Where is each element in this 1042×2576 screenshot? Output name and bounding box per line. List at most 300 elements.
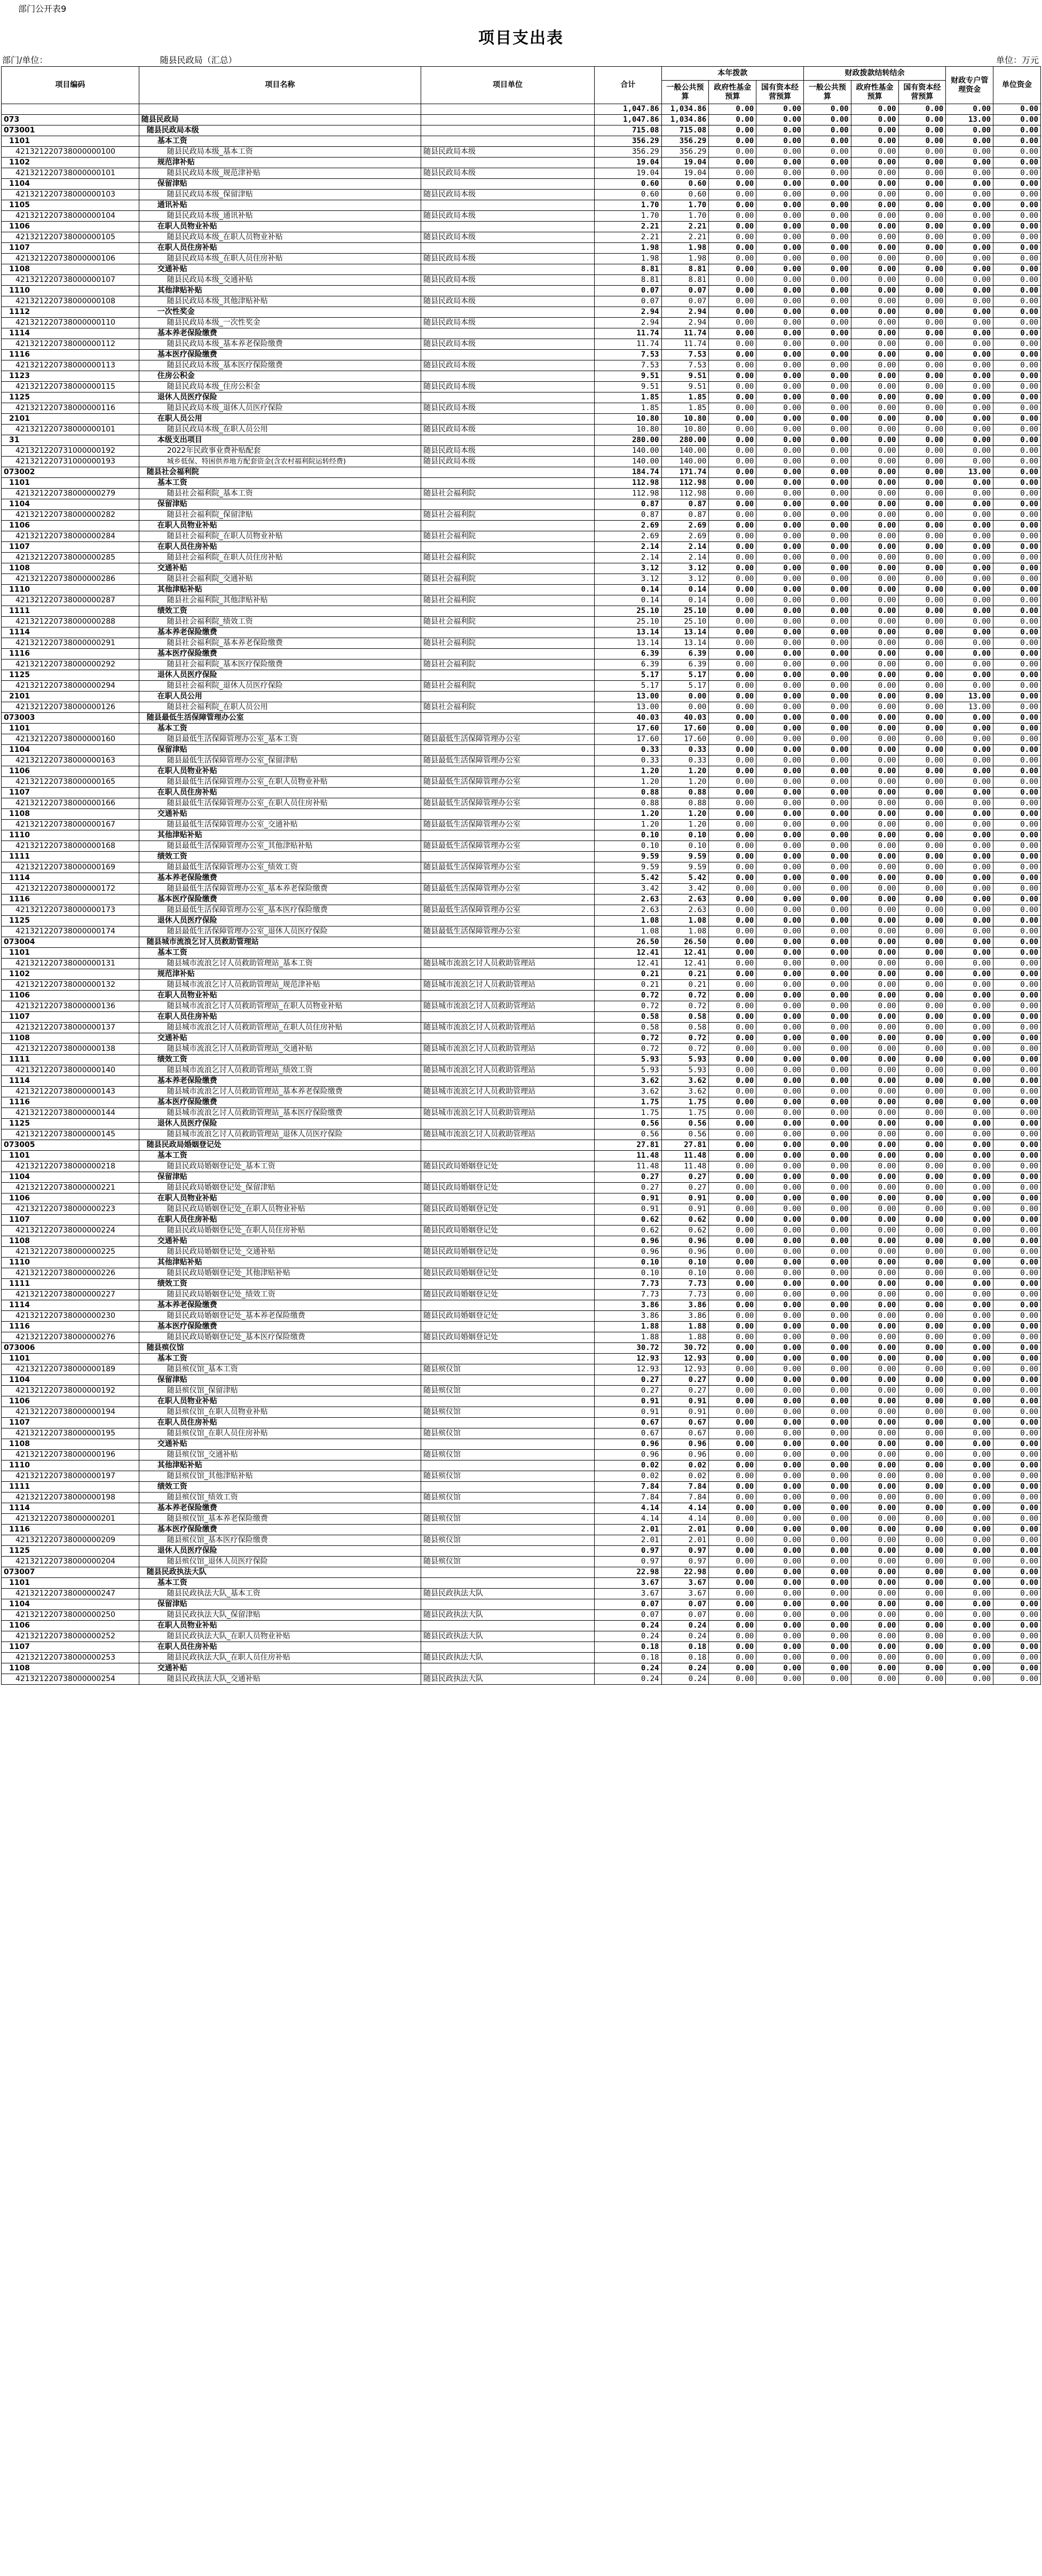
table-row (2, 1364, 1041, 1375)
cell-capital2: 0.00 (898, 1354, 946, 1364)
cell-fund2: 0.00 (851, 959, 898, 969)
cell-capital2: 0.00 (898, 1343, 946, 1354)
cell-fund: 0.00 (709, 991, 756, 1001)
cell-fund2: 0.00 (851, 873, 898, 884)
cell-general: 0.24 (661, 1663, 709, 1674)
cell-capital: 0.00 (756, 1460, 804, 1471)
cell-total: 0.87 (594, 510, 661, 521)
cell-unit (421, 542, 595, 553)
cell-fund2: 0.00 (851, 638, 898, 649)
cell-total: 0.91 (594, 1204, 661, 1215)
cell-unit: 随县社会福利院 (421, 681, 595, 692)
cell-fund: 0.00 (709, 446, 756, 457)
cell-general: 10.80 (661, 425, 709, 435)
cell-special: 0.00 (946, 713, 993, 724)
cell-total: 9.59 (594, 852, 661, 862)
cell-capital2: 0.00 (898, 638, 946, 649)
cell-unit: 随县民政执法大队 (421, 1610, 595, 1621)
cell-total: 1.20 (594, 766, 661, 777)
cell-name: 随县民政局本级_基本养老保险缴费 (139, 339, 421, 350)
cell-unit: 随县社会福利院 (421, 489, 595, 499)
cell-name: 随县最低生活保障管理办公室_基本工资 (139, 734, 421, 745)
cell-general: 0.02 (661, 1471, 709, 1482)
cell-capital2: 0.00 (898, 809, 946, 820)
cell-fund: 0.00 (709, 916, 756, 926)
cell-own: 0.00 (993, 702, 1041, 713)
cell-unit (421, 1119, 595, 1129)
cell-capital2: 0.00 (898, 980, 946, 991)
table-row (2, 692, 1041, 702)
cell-general2: 0.00 (803, 1375, 851, 1386)
cell-name: 基本养老保险缴费 (139, 328, 421, 339)
cell-name: 保留津贴 (139, 745, 421, 756)
cell-code: 073003 (2, 713, 139, 724)
cell-name: 随县最低生活保障管理办公室_在职人员住房补贴 (139, 798, 421, 809)
table-row (2, 360, 1041, 371)
cell-general2: 0.00 (803, 553, 851, 563)
cell-name: 随县民政局婚姻登记处_其他津贴补贴 (139, 1268, 421, 1279)
cell-general2: 0.00 (803, 1631, 851, 1642)
cell-special: 0.00 (946, 1268, 993, 1279)
cell-total: 5.42 (594, 873, 661, 884)
cell-fund2: 0.00 (851, 734, 898, 745)
cell-name: 绩效工资 (139, 1055, 421, 1065)
cell-unit (421, 179, 595, 190)
cell-unit (421, 1439, 595, 1450)
cell-fund2: 0.00 (851, 1161, 898, 1172)
cell-fund2: 0.00 (851, 232, 898, 243)
cell-general: 10.80 (661, 414, 709, 425)
cell-fund: 0.00 (709, 1087, 756, 1097)
cell-name: 其他津贴补贴 (139, 1460, 421, 1471)
cell-own: 0.00 (993, 1023, 1041, 1033)
cell-special: 0.00 (946, 1418, 993, 1428)
cell-general2: 0.00 (803, 232, 851, 243)
cell-capital: 0.00 (756, 521, 804, 531)
cell-fund: 0.00 (709, 681, 756, 692)
cell-capital: 0.00 (756, 1044, 804, 1055)
col-own: 单位资金 (993, 67, 1041, 104)
cell-own: 0.00 (993, 574, 1041, 585)
cell-name: 基本工资 (139, 1354, 421, 1364)
cell-total: 12.93 (594, 1354, 661, 1364)
cell-general2: 0.00 (803, 360, 851, 371)
table-row (2, 1674, 1041, 1685)
cell-capital: 0.00 (756, 1097, 804, 1108)
cell-capital: 0.00 (756, 1343, 804, 1354)
cell-general: 0.00 (661, 692, 709, 702)
table-row (2, 531, 1041, 542)
cell-general: 2.01 (661, 1525, 709, 1535)
cell-capital: 0.00 (756, 179, 804, 190)
cell-special: 0.00 (946, 659, 993, 670)
cell-general2: 0.00 (803, 1076, 851, 1087)
cell-total: 0.72 (594, 1044, 661, 1055)
cell-fund2: 0.00 (851, 435, 898, 446)
cell-fund2: 0.00 (851, 104, 898, 115)
cell-unit (421, 1215, 595, 1226)
cell-general2: 0.00 (803, 595, 851, 606)
cell-capital2: 0.00 (898, 115, 946, 125)
cell-capital2: 0.00 (898, 1332, 946, 1343)
table-row (2, 1663, 1041, 1674)
cell-own: 0.00 (993, 1311, 1041, 1322)
cell-own: 0.00 (993, 1674, 1041, 1685)
cell-fund: 0.00 (709, 638, 756, 649)
cell-total: 1.20 (594, 809, 661, 820)
cell-fund2: 0.00 (851, 489, 898, 499)
cell-unit (421, 713, 595, 724)
table-row (2, 1471, 1041, 1482)
cell-special: 0.00 (946, 222, 993, 232)
cell-name: 在职人员物业补贴 (139, 222, 421, 232)
cell-general2: 0.00 (803, 724, 851, 734)
cell-capital2: 0.00 (898, 1226, 946, 1236)
table-row (2, 382, 1041, 392)
cell-general2: 0.00 (803, 1567, 851, 1578)
cell-fund: 0.00 (709, 724, 756, 734)
cell-general: 0.33 (661, 756, 709, 766)
cell-total: 17.60 (594, 724, 661, 734)
cell-general: 0.02 (661, 1460, 709, 1471)
cell-name: 随县最低生活保障管理办公室_基本养老保险缴费 (139, 884, 421, 894)
cell-unit (421, 1642, 595, 1653)
cell-general: 4.14 (661, 1503, 709, 1514)
cell-total: 0.02 (594, 1460, 661, 1471)
cell-fund: 0.00 (709, 852, 756, 862)
cell-special: 0.00 (946, 414, 993, 425)
cell-name: 随县民政局本级_在职人员公用 (139, 425, 421, 435)
cell-general: 3.42 (661, 884, 709, 894)
cell-fund: 0.00 (709, 435, 756, 446)
cell-capital: 0.00 (756, 243, 804, 254)
cell-general2: 0.00 (803, 264, 851, 275)
cell-name: 保留津贴 (139, 1599, 421, 1610)
cell-name: 住房公积金 (139, 371, 421, 382)
cell-fund: 0.00 (709, 553, 756, 563)
cell-fund: 0.00 (709, 1631, 756, 1642)
cell-special: 0.00 (946, 1535, 993, 1546)
cell-own: 0.00 (993, 1119, 1041, 1129)
cell-special: 0.00 (946, 884, 993, 894)
cell-fund2: 0.00 (851, 510, 898, 521)
cell-fund2: 0.00 (851, 649, 898, 659)
cell-unit: 随县民政局婚姻登记处 (421, 1290, 595, 1300)
cell-name: 在职人员住房补贴 (139, 1642, 421, 1653)
cell-general2: 0.00 (803, 1247, 851, 1258)
cell-general2: 0.00 (803, 243, 851, 254)
cell-unit (421, 1599, 595, 1610)
cell-general2: 0.00 (803, 125, 851, 136)
cell-unit (421, 414, 595, 425)
col-group-carry: 财政拨款结转结余 (803, 67, 945, 81)
cell-name: 随县殡仪馆_退休人员医疗保险 (139, 1557, 421, 1567)
cell-fund: 0.00 (709, 959, 756, 969)
cell-general2: 0.00 (803, 585, 851, 595)
cell-capital2: 0.00 (898, 959, 946, 969)
cell-fund: 0.00 (709, 339, 756, 350)
cell-total: 0.88 (594, 798, 661, 809)
cell-name: 基本养老保险缴费 (139, 1503, 421, 1514)
table-row (2, 168, 1041, 179)
cell-unit (421, 1546, 595, 1557)
cell-own: 0.00 (993, 1450, 1041, 1460)
cell-own: 0.00 (993, 606, 1041, 617)
table-row (2, 200, 1041, 211)
cell-special: 13.00 (946, 692, 993, 702)
cell-capital: 0.00 (756, 1236, 804, 1247)
cell-capital2: 0.00 (898, 521, 946, 531)
cell-fund2: 0.00 (851, 841, 898, 852)
table-row (2, 307, 1041, 318)
cell-capital2: 0.00 (898, 734, 946, 745)
cell-total: 2.21 (594, 222, 661, 232)
cell-total: 0.60 (594, 179, 661, 190)
cell-capital2: 0.00 (898, 1311, 946, 1322)
cell-total: 1.85 (594, 392, 661, 403)
cell-special: 0.00 (946, 403, 993, 414)
cell-special: 0.00 (946, 1258, 993, 1268)
cell-name: 随县城市流浪乞讨人员救助管理站_绩效工资 (139, 1065, 421, 1076)
cell-total: 12.41 (594, 948, 661, 959)
cell-capital: 0.00 (756, 980, 804, 991)
cell-name: 随县民政执法大队_交通补贴 (139, 1674, 421, 1685)
cell-unit (421, 328, 595, 339)
cell-name: 保留津贴 (139, 1375, 421, 1386)
cell-code: 421321220738000000131 (2, 959, 139, 969)
cell-general2: 0.00 (803, 222, 851, 232)
cell-unit: 随县社会福利院 (421, 595, 595, 606)
cell-capital2: 0.00 (898, 296, 946, 307)
cell-name: 在职人员住房补贴 (139, 542, 421, 553)
cell-own: 0.00 (993, 1236, 1041, 1247)
cell-capital: 0.00 (756, 852, 804, 862)
cell-name: 随县民政局本级_在职人员物业补贴 (139, 232, 421, 243)
cell-capital: 0.00 (756, 435, 804, 446)
cell-capital: 0.00 (756, 542, 804, 553)
cell-total: 280.00 (594, 435, 661, 446)
cell-capital2: 0.00 (898, 510, 946, 521)
cell-general2: 0.00 (803, 339, 851, 350)
table-row (2, 467, 1041, 478)
cell-unit: 随县城市流浪乞讨人员救助管理站 (421, 1129, 595, 1140)
cell-capital: 0.00 (756, 254, 804, 264)
cell-fund: 0.00 (709, 1354, 756, 1364)
cell-fund: 0.00 (709, 350, 756, 360)
cell-total: 10.80 (594, 425, 661, 435)
cell-own: 0.00 (993, 339, 1041, 350)
cell-total: 2.63 (594, 894, 661, 905)
cell-own: 0.00 (993, 521, 1041, 531)
cell-code: 421321220738000000101 (2, 168, 139, 179)
cell-unit: 随县城市流浪乞讨人员救助管理站 (421, 1023, 595, 1033)
cell-special: 0.00 (946, 1140, 993, 1151)
cell-special: 0.00 (946, 959, 993, 969)
cell-unit: 随县民政局本级 (421, 425, 595, 435)
cell-capital2: 0.00 (898, 1407, 946, 1418)
cell-capital2: 0.00 (898, 1108, 946, 1119)
cell-capital2: 0.00 (898, 681, 946, 692)
cell-code: 421321220738000000174 (2, 926, 139, 937)
cell-fund2: 0.00 (851, 1599, 898, 1610)
table-row (2, 1460, 1041, 1471)
cell-name: 随县社会福利院_退休人员医疗保险 (139, 681, 421, 692)
cell-name: 基本医疗保险缴费 (139, 350, 421, 360)
cell-unit: 随县民政局本级 (421, 457, 595, 467)
cell-total: 0.10 (594, 830, 661, 841)
cell-capital: 0.00 (756, 200, 804, 211)
cell-fund: 0.00 (709, 382, 756, 392)
table-row (2, 211, 1041, 222)
cell-general2: 0.00 (803, 499, 851, 510)
cell-own: 0.00 (993, 681, 1041, 692)
cell-capital2: 0.00 (898, 499, 946, 510)
cell-unit (421, 1354, 595, 1364)
table-row (2, 435, 1041, 446)
cell-unit: 随县殡仪馆 (421, 1557, 595, 1567)
cell-general: 1.70 (661, 211, 709, 222)
cell-name: 交通补贴 (139, 809, 421, 820)
cell-own: 0.00 (993, 563, 1041, 574)
table-row (2, 1567, 1041, 1578)
cell-general2: 0.00 (803, 809, 851, 820)
cell-code: 1110 (2, 1460, 139, 1471)
cell-general2: 0.00 (803, 1215, 851, 1226)
cell-fund2: 0.00 (851, 1610, 898, 1621)
cell-code: 1108 (2, 1033, 139, 1044)
cell-capital: 0.00 (756, 1151, 804, 1161)
cell-capital: 0.00 (756, 788, 804, 798)
cell-unit (421, 1258, 595, 1268)
cell-general: 7.53 (661, 350, 709, 360)
cell-own: 0.00 (993, 414, 1041, 425)
cell-name: 随县民政局本级_其他津贴补贴 (139, 296, 421, 307)
cell-unit: 随县民政局本级 (421, 339, 595, 350)
cell-unit: 随县民政执法大队 (421, 1653, 595, 1663)
cell-special: 0.00 (946, 1364, 993, 1375)
cell-unit: 随县民政局本级 (421, 211, 595, 222)
cell-code: 1116 (2, 350, 139, 360)
cell-fund: 0.00 (709, 414, 756, 425)
cell-unit: 随县民政局本级 (421, 147, 595, 158)
cell-own: 0.00 (993, 1183, 1041, 1193)
cell-general2: 0.00 (803, 190, 851, 200)
cell-own: 0.00 (993, 1567, 1041, 1578)
cell-unit (421, 1172, 595, 1183)
cell-general: 27.81 (661, 1140, 709, 1151)
cell-general: 0.62 (661, 1226, 709, 1236)
cell-total: 3.42 (594, 884, 661, 894)
cell-total: 0.33 (594, 756, 661, 766)
cell-code: 421321220738000000250 (2, 1610, 139, 1621)
cell-capital: 0.00 (756, 1001, 804, 1012)
cell-special: 0.00 (946, 1204, 993, 1215)
cell-capital: 0.00 (756, 425, 804, 435)
cell-capital2: 0.00 (898, 1642, 946, 1653)
cell-unit (421, 809, 595, 820)
cell-own: 0.00 (993, 1535, 1041, 1546)
cell-code: 421321220738000000100 (2, 147, 139, 158)
cell-fund2: 0.00 (851, 627, 898, 638)
cell-unit: 随县城市流浪乞讨人员救助管理站 (421, 1044, 595, 1055)
cell-own: 0.00 (993, 713, 1041, 724)
cell-unit (421, 264, 595, 275)
cell-name: 随县城市流浪乞讨人员救助管理站_基本医疗保险缴费 (139, 1108, 421, 1119)
cell-capital: 0.00 (756, 1247, 804, 1258)
cell-name: 随县城市流浪乞讨人员救助管理站_退休人员医疗保险 (139, 1129, 421, 1140)
cell-general: 0.67 (661, 1418, 709, 1428)
table-row (2, 1236, 1041, 1247)
department-line (2, 53, 237, 66)
cell-unit (421, 200, 595, 211)
cell-code: 421321220738000000282 (2, 510, 139, 521)
cell-capital: 0.00 (756, 1482, 804, 1493)
cell-fund: 0.00 (709, 1055, 756, 1065)
cell-fund2: 0.00 (851, 1033, 898, 1044)
cell-name: 随县殡仪馆_基本工资 (139, 1364, 421, 1375)
cell-capital2: 0.00 (898, 553, 946, 563)
cell-total: 40.03 (594, 713, 661, 724)
cell-special: 0.00 (946, 1557, 993, 1567)
cell-unit: 随县民政执法大队 (421, 1631, 595, 1642)
cell-total: 184.74 (594, 467, 661, 478)
cell-own: 0.00 (993, 232, 1041, 243)
cell-general: 1.85 (661, 392, 709, 403)
cell-general2: 0.00 (803, 1204, 851, 1215)
cell-own: 0.00 (993, 200, 1041, 211)
cell-own: 0.00 (993, 627, 1041, 638)
cell-code: 1107 (2, 542, 139, 553)
cell-code: 421321220738000000132 (2, 980, 139, 991)
cell-total: 0.60 (594, 190, 661, 200)
cell-general2: 0.00 (803, 905, 851, 916)
cell-own: 0.00 (993, 531, 1041, 542)
table-row (2, 254, 1041, 264)
cell-general2: 0.00 (803, 873, 851, 884)
cell-capital: 0.00 (756, 1364, 804, 1375)
cell-total: 1.75 (594, 1097, 661, 1108)
table-row (2, 489, 1041, 499)
cell-fund: 0.00 (709, 1514, 756, 1525)
cell-fund2: 0.00 (851, 1546, 898, 1557)
cell-total: 0.10 (594, 1268, 661, 1279)
table-row (2, 222, 1041, 232)
cell-own: 0.00 (993, 1514, 1041, 1525)
cell-capital: 0.00 (756, 1642, 804, 1653)
cell-code: 421321220738000000195 (2, 1428, 139, 1439)
cell-unit (421, 1343, 595, 1354)
cell-general: 1.08 (661, 926, 709, 937)
table-row (2, 1151, 1041, 1161)
cell-total: 5.17 (594, 681, 661, 692)
cell-general: 0.91 (661, 1407, 709, 1418)
cell-own: 0.00 (993, 1396, 1041, 1407)
cell-general: 0.88 (661, 798, 709, 809)
cell-code: 421321220738000000103 (2, 190, 139, 200)
cell-unit (421, 969, 595, 980)
cell-name: 随县城市流浪乞讨人员救助管理站_基本工资 (139, 959, 421, 969)
cell-own: 0.00 (993, 1642, 1041, 1653)
cell-general2: 0.00 (803, 959, 851, 969)
cell-general2: 0.00 (803, 521, 851, 531)
table-row (2, 1621, 1041, 1631)
cell-capital: 0.00 (756, 1311, 804, 1322)
cell-capital: 0.00 (756, 1279, 804, 1290)
cell-unit (421, 1055, 595, 1065)
cell-total: 3.62 (594, 1076, 661, 1087)
cell-capital2: 0.00 (898, 1193, 946, 1204)
cell-unit (421, 627, 595, 638)
